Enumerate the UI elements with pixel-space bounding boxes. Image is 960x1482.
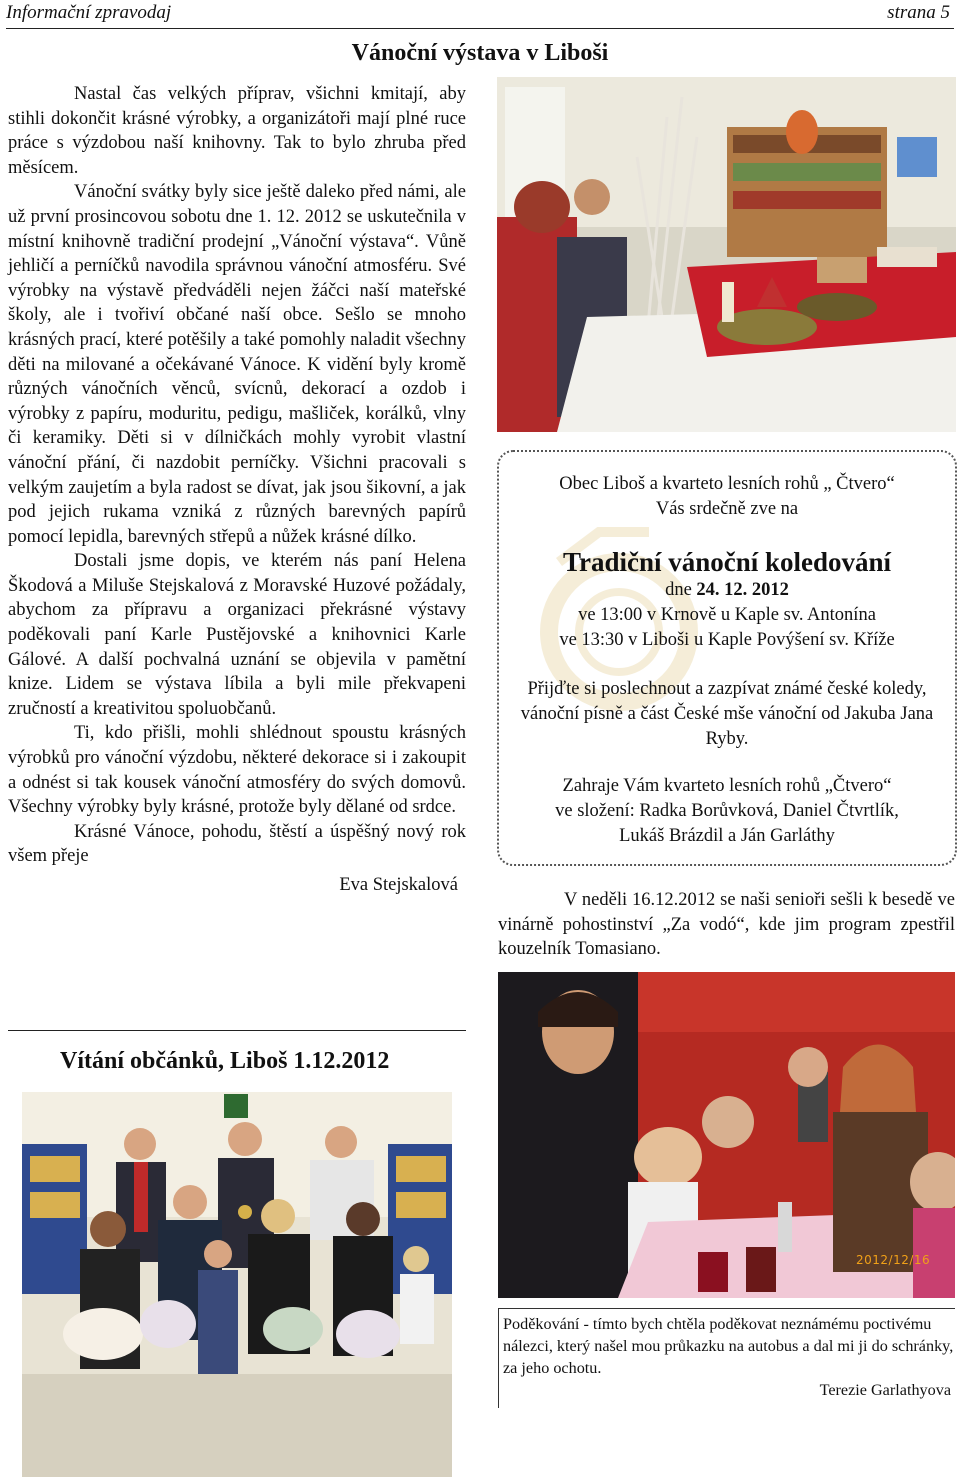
thanks-text: Poděkování - tímto bych chtěla poděkovat neznámému poctivému nálezci, který našel mou průkazku na autobus a dal mi ji do schránky, za jeho ochotu.: [503, 1315, 954, 1377]
column-separator: [8, 1030, 466, 1031]
photo-date-stamp: 2012/12/16: [856, 1253, 931, 1267]
article-paragraph-5: Krásné Vánoce, pohodu, štěstí a úspěšný nový rok všem přeje: [8, 821, 466, 867]
page-header: [6, 0, 954, 29]
vitani-group-photo: [8, 1084, 466, 1482]
article-paragraph-1: Nastal čas velkých příprav, všichni kmitají, aby stihli dokončit krásné výrobky, a organizátoři mají plné ruce práce s výzdobou naší knihovny. Tak to bylo zhruba před měsícem.: [8, 84, 466, 178]
article-body: [8, 82, 466, 898]
invite-title: Tradiční vánoční koledování: [562, 547, 892, 577]
exhibition-photo: [497, 77, 956, 432]
invite-time-2: ve 13:30 v Liboši u Kaple Povýšení sv. Kříže: [559, 630, 895, 650]
invite-performers-1: Zahraje Vám kvarteto lesních rohů „Čtvero“: [562, 776, 892, 796]
invite-subtitle: Vás srdečně zve na: [655, 499, 799, 519]
seniors-photo: [498, 972, 955, 1298]
seniors-text: V neděli 16.12.2012 se naši senioři sešli k besedě ve vinárně pohostinství „Za vodó“, kde jim program zpestřil kouzelník Tomasiano.: [498, 890, 955, 960]
invite-date: 24. 12. 2012: [696, 580, 789, 600]
vitani-title: Vítání občánků, Liboš 1.12.2012: [60, 1048, 390, 1074]
article-paragraph-4: Ti, kdo přišli, mohli shlédnout spoustu krásných výrobků pro vánoční výzdobu, některé dekorace si i zakoupit a odnést si tak kousek vánoční atmosféry do svých domovů. Všechny výrobky byly krásné, protože byly dělané od srdce.: [8, 723, 466, 818]
invite-performers-2: ve složení: Radka Borůvková, Daniel Čtvrtlík,: [555, 801, 899, 821]
invite-paragraph-1: Přijďte si poslechnout a zazpívat známé české koledy, vánoční písně a část České mše vánoční od Jakuba Jana Ryby.: [520, 679, 934, 749]
thanks-notice: [498, 1308, 955, 1408]
koledovani-invitation: [497, 450, 957, 866]
article-title: Vánoční výstava v Liboši: [351, 40, 609, 66]
invite-date-line: [499, 578, 955, 603]
thanks-signature: Terezie Garlathyova: [819, 1381, 951, 1399]
invite-date-prefix: dne: [665, 580, 697, 600]
article-paragraph-2: Vánoční svátky byly sice ještě daleko před námi, ale už první prosincovou sobotu dne 1. 12. 2012 se uskutečnila v místní knihovně tradiční prodejní „Vánoční výstava“. Vůně jehličí a perníčků navodila správnou vánoční atmosféru. Své výrobky na výstavě předváděli nejen žáčci naší mateřské školy, ale i tvořiví občané naší obce. Sešlo se mnoho krásných prací, které potěšily a také pomohly naladit všechny děti na milované a očekávané Vánoce. K vidění byly kromě různých vánočních věnců, svícnů, dekorací a ozdob i výrobky z papíru, moduritu, pedigu, mašliček, korálků, vlny či keramiky. Děti si v dílničkách mohly vyrobit vlastní vánoční přání, či nazdobit perníčky. Všichni pracovali s velkým zaujetím a byla radost se dívat, jak jsou šikovní, a jak pod jejich rukama vzniká z různých barevných papírů pomocí lepidla, barevných střepů a nůžek krásné dílko.: [8, 182, 466, 547]
invite-time-1: ve 13:00 v Krnově u Kaple sv. Antonína: [578, 605, 876, 625]
article-paragraph-3: Dostali jsme dopis, ve kterém nás paní Helena Škodová a Miluše Stejskalová z Moravské Huzové požádaly, abychom za přípravu a organizaci překrásné výstavy poděkovali paní Karle Pustějovské a knihovnici Karle Gálové. A další pochvalná uznání se objevila v pamětní knize. Lidem se výstava líbila a byli mile překvapeni zručností a kreativitou spoluobčanů.: [8, 551, 466, 719]
page-number: strana 5: [887, 2, 950, 23]
newsletter-name: Informační zpravodaj: [6, 2, 172, 23]
invite-host: Obec Liboš a kvarteto lesních rohů „ Čtvero“: [559, 474, 895, 494]
invite-performers-3: Lukáš Brázdil a Ján Garláthy: [619, 826, 835, 846]
article-signature: Eva Stejskalová: [339, 875, 458, 895]
seniors-notice: [498, 888, 955, 962]
